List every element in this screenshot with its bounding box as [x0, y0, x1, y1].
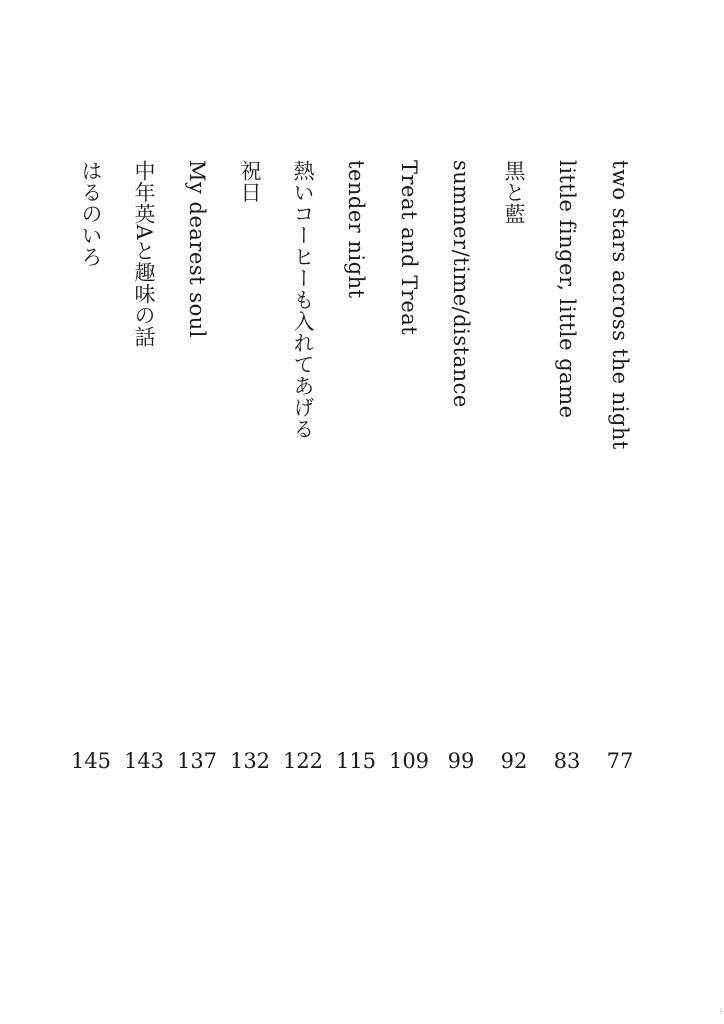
toc-entry-page-number: 77	[606, 749, 634, 773]
toc-entry-title: Treat and Treat	[397, 160, 421, 336]
toc-entry-title: tender night	[344, 160, 368, 299]
toc-entry-title: 黒と藍	[502, 160, 526, 225]
toc-entry-page-number: 92	[500, 749, 528, 773]
toc-entry-page-number: 109	[388, 749, 430, 773]
toc-entry-page-number: 122	[282, 749, 324, 773]
toc-entry-title: はるのいろ	[79, 160, 103, 268]
page-marker: :	[719, 1005, 722, 1014]
toc-entry-title: 祝日	[238, 160, 262, 203]
toc-entry-page-number: 143	[123, 749, 165, 773]
toc-entry-title: 中年英Aと趣味の話	[132, 160, 156, 348]
toc-entry-title: summer/time/distance	[449, 160, 473, 408]
toc-entry-title: My dearest soul	[185, 160, 209, 338]
toc-entry-page-number: 115	[335, 749, 377, 773]
toc-entry-page-number: 137	[176, 749, 218, 773]
toc-entry-title: little finger, little game	[555, 160, 579, 419]
toc-entry-page-number: 145	[70, 749, 112, 773]
toc-entry-page-number: 99	[447, 749, 475, 773]
toc-entry-title: 熱いコーヒーも入れてあげる	[291, 160, 315, 440]
toc-entry-title: two stars across the night	[608, 160, 632, 450]
toc-entry-page-number: 83	[553, 749, 581, 773]
toc-entry-page-number: 132	[229, 749, 271, 773]
